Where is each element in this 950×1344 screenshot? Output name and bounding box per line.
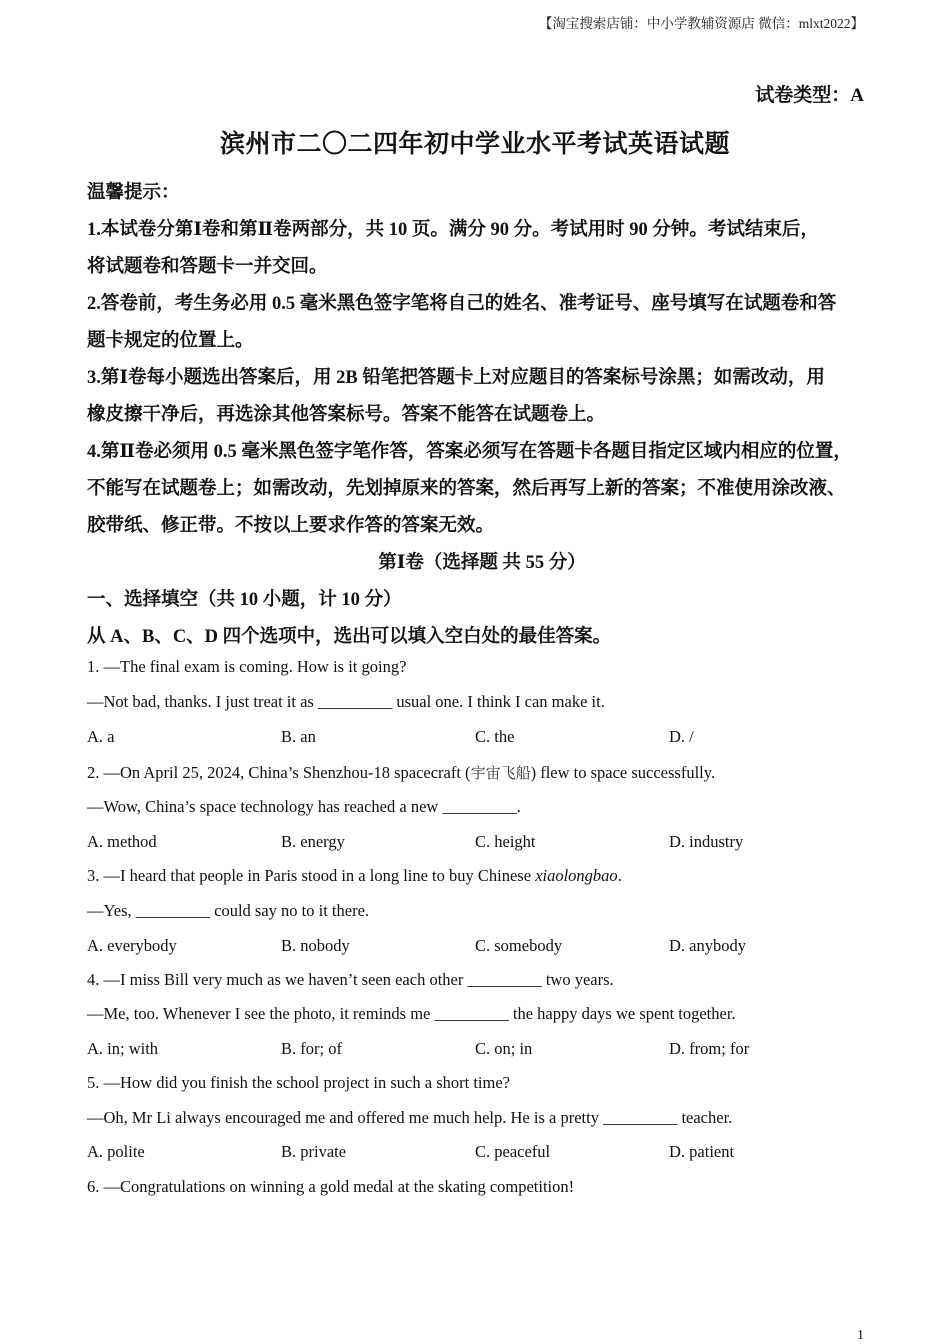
tips-line: 胶带纸、修正带。不按以上要求作答的答案无效。 (87, 516, 495, 536)
option-c: C. on; in (475, 1039, 533, 1058)
question-2-prompt (87, 762, 715, 783)
option-b: B. nobody (281, 936, 350, 955)
page-title: 滨州市二〇二四年初中学业水平考试英语试题 (219, 131, 730, 158)
paper-type-label: 试卷类型：A (755, 85, 864, 106)
question-4-prompt: 4. —I miss Bill very much as we haven’t seen each other _________ two years. (87, 970, 614, 989)
option-c: C. the (475, 727, 515, 746)
instructions-block (87, 175, 877, 656)
option-d: D. industry (669, 832, 744, 851)
tips-line: 1.本试卷分第Ⅰ卷和第Ⅱ卷两部分，共 10 页。满分 90 分。考试用时 90 分钟。考试结束后， (87, 220, 819, 240)
option-a: A. polite (87, 1142, 145, 1161)
option-a: A. in; with (87, 1039, 159, 1058)
question-3-text-end: . (617, 866, 622, 885)
option-c: C. peaceful (475, 1142, 551, 1161)
tips-line: 不能写在试题卷上；如需改动，先划掉原来的答案，然后再写上新的答案；不准使用涂改液、 (87, 479, 846, 499)
question-2-text-start: 2. —On April 25, 2024, China’s Shenzhou-18 spacecraft ( (87, 763, 471, 782)
option-b: B. for; of (281, 1039, 342, 1058)
question-5-reply: —Oh, Mr Li always encouraged me and offered me much help. He is a pretty _________ teacher. (87, 1108, 733, 1127)
part-title: 第Ⅰ卷（选择题 共 55 分） (378, 553, 586, 573)
option-a: A. a (87, 727, 115, 746)
option-c: C. height (475, 832, 536, 851)
option-a: A. everybody (87, 936, 177, 955)
question-4-reply: —Me, too. Whenever I see the photo, it reminds me _________ the happy days we spent together. (87, 1004, 736, 1023)
tips-line: 橡皮擦干净后，再选涂其他答案标号。答案不能答在试题卷上。 (87, 405, 606, 425)
option-c: C. somebody (475, 936, 563, 955)
question-1-prompt: 1. —The final exam is coming. How is it going? (87, 657, 407, 676)
shop-note: 【淘宝搜索店铺：中小学教辅资源店 微信：mlxt2022】 (538, 16, 864, 31)
question-3-text-start: 3. —I heard that people in Paris stood in a long line to buy Chinese (87, 866, 536, 885)
question-3-reply: —Yes, _________ could say no to it there. (87, 901, 370, 920)
tips-line: 3.第Ⅰ卷每小题选出答案后，用 2B 铅笔把答题卡上对应题目的答案标号涂黑；如需改动，用 (87, 368, 825, 388)
option-b: B. private (281, 1142, 347, 1161)
tips-line: 将试题卷和答题卡一并交回。 (87, 257, 328, 277)
option-d: D. from; for (669, 1039, 750, 1058)
question-5-prompt: 5. —How did you finish the school project in such a short time? (87, 1073, 510, 1092)
question-2-reply: —Wow, China’s space technology has reached a new _________. (87, 797, 521, 816)
question-6-prompt: 6. —Congratulations on winning a gold medal at the skating competition! (87, 1177, 575, 1196)
option-a: A. method (87, 832, 157, 851)
section-title: 一、选择填空（共 10 小题，计 10 分） (87, 590, 402, 610)
question-1-reply: —Not bad, thanks. I just treat it as _________ usual one. I think I can make it. (87, 692, 605, 711)
tips-line: 题卡规定的位置上。 (87, 331, 254, 351)
tips-heading: 温馨提示： (87, 183, 180, 203)
question-2-text-end: ) flew to space successfully. (530, 763, 716, 782)
option-d: D. anybody (669, 936, 746, 955)
page-number: 1 (857, 1328, 864, 1343)
question-2-gloss: 宇宙飞船 (470, 764, 531, 782)
tips-line: 4.第Ⅱ卷必须用 0.5 毫米黑色签字笔作答，答案必须写在答题卡各题目指定区域内相应的位置， (87, 442, 852, 462)
option-b: B. an (281, 727, 316, 746)
option-b: B. energy (281, 832, 345, 851)
option-d: D. / (669, 727, 694, 746)
tips-line: 2.答卷前，考生务必用 0.5 毫米黑色签字笔将自己的姓名、准考证号、座号填写在试题卷和答 (87, 294, 837, 314)
question-3-prompt (87, 866, 622, 886)
question-3-italic-word: xiaolongbao (535, 866, 618, 885)
option-d: D. patient (669, 1142, 735, 1161)
section-instruction: 从 A、B、C、D 四个选项中，选出可以填入空白处的最佳答案。 (87, 627, 612, 647)
